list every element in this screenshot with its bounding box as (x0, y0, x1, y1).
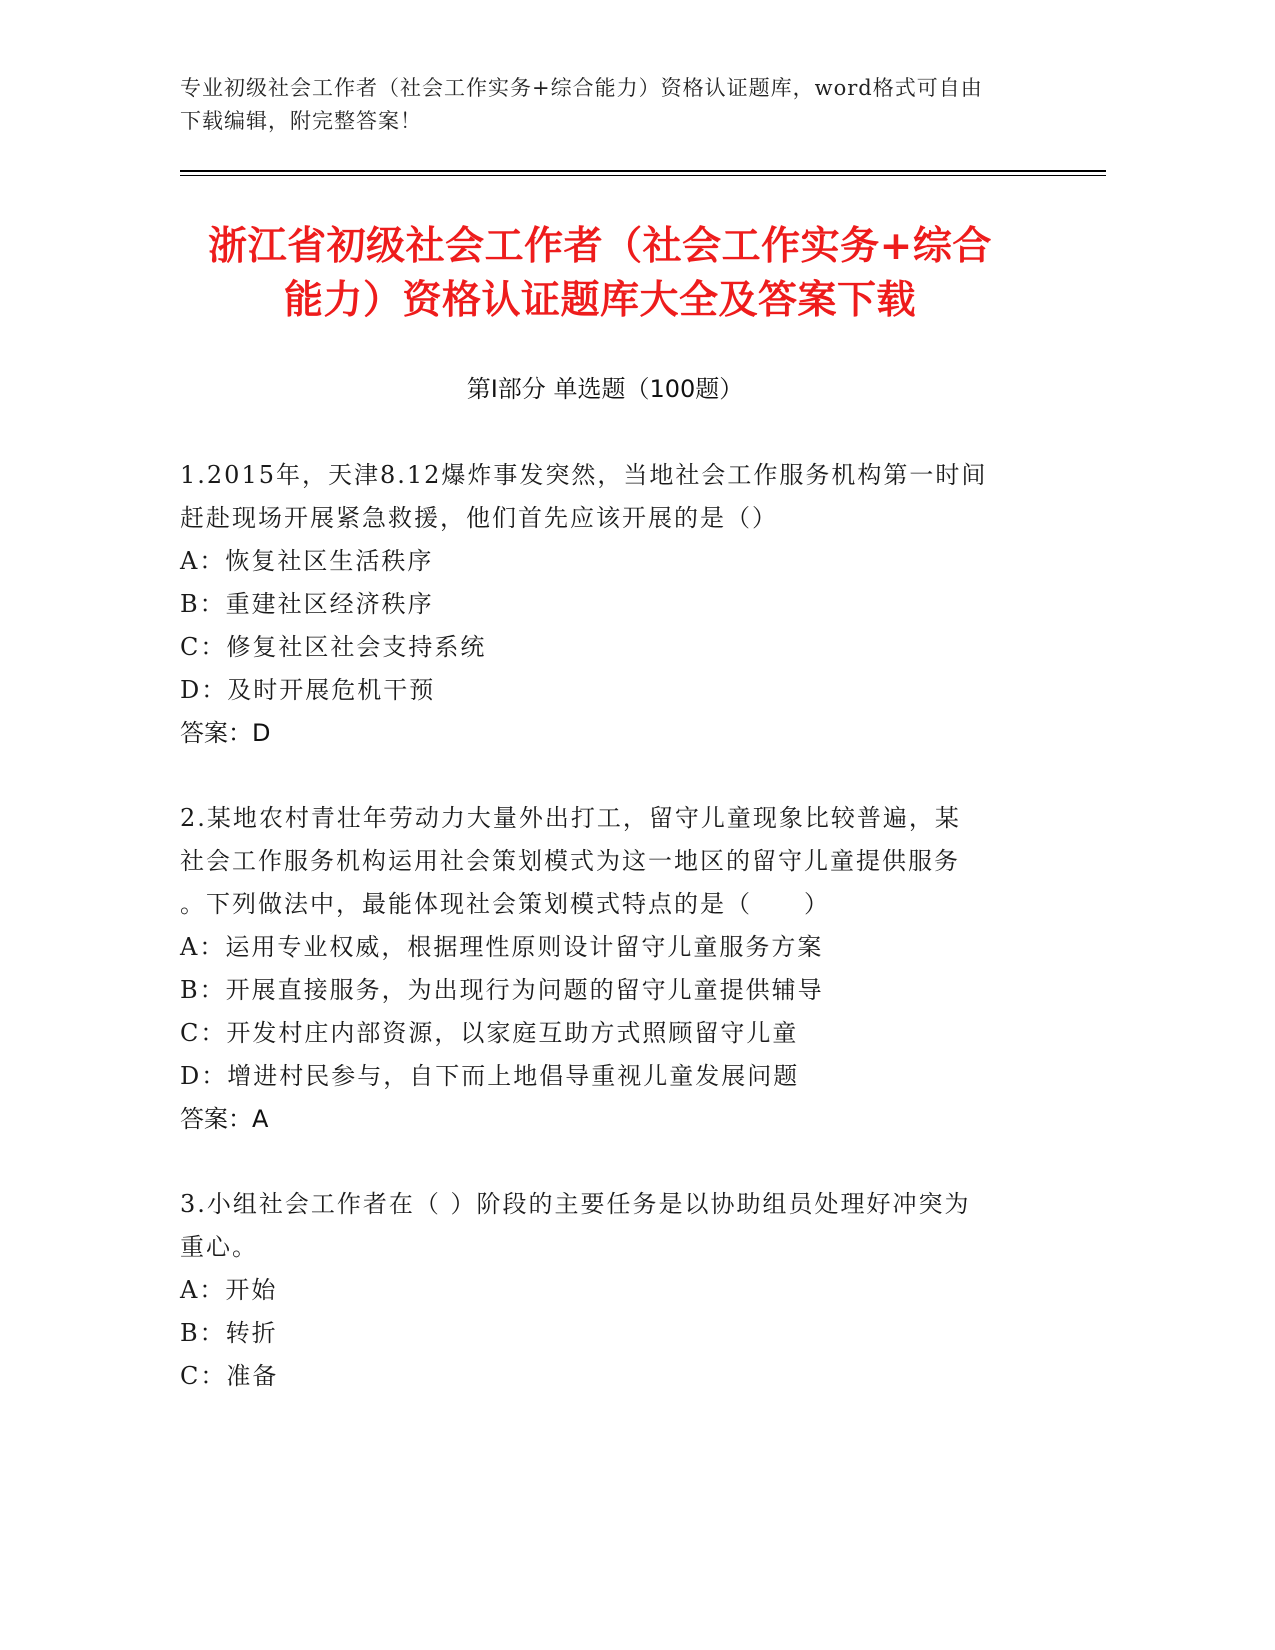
question-stem-line: 重心。 (180, 1233, 258, 1261)
option-a: A：运用专业权威，根据理性原则设计留守儿童服务方案 (180, 933, 824, 961)
header-note-line-2: 下载编辑，附完整答案！ (180, 109, 422, 133)
document-title-line-1: 浙江省初级社会工作者（社会工作实务+综合 (208, 224, 992, 269)
option-c: C：修复社区社会支持系统 (180, 633, 487, 661)
option-d: D：及时开展危机干预 (180, 676, 436, 704)
header-note (180, 72, 1080, 138)
question-stem-line: 1.2015年，天津8.12爆炸事发突然，当地社会工作服务机构第一时间 (180, 461, 988, 489)
question-stem-line: 3.小组社会工作者在（ ）阶段的主要任务是以协助组员处理好冲突为 (180, 1190, 971, 1218)
document-title-line-2: 能力）资格认证题库大全及答案下载 (283, 278, 916, 323)
question-3 (180, 1183, 1040, 1398)
answer: 答案：D (180, 719, 271, 747)
option-c: C：准备 (180, 1362, 279, 1390)
option-a: A：开始 (180, 1276, 278, 1304)
question-stem-line: 2.某地农村青壮年劳动力大量外出打工，留守儿童现象比较普遍，某 (180, 804, 961, 832)
header-divider-top (180, 170, 1106, 172)
header-divider-bottom (180, 175, 1106, 176)
section-title: 第Ⅰ部分 单选题（100题） (466, 375, 744, 403)
answer: 答案：A (180, 1105, 269, 1133)
question-2 (180, 797, 1040, 1141)
option-b: B：转折 (180, 1319, 278, 1347)
header-note-line-1: 专业初级社会工作者（社会工作实务+综合能力）资格认证题库，word格式可自由 (180, 76, 983, 100)
option-d: D：增进村民参与，自下而上地倡导重视儿童发展问题 (180, 1062, 800, 1090)
option-c: C：开发村庄内部资源，以家庭互助方式照顾留守儿童 (180, 1019, 799, 1047)
option-a: A：恢复社区生活秩序 (180, 547, 434, 575)
question-stem-line: 赶赴现场开展紧急救援，他们首先应该开展的是（） (180, 504, 778, 532)
question-list (180, 454, 1040, 1440)
question-stem-line: 社会工作服务机构运用社会策划模式为这一地区的留守儿童提供服务 (180, 847, 960, 875)
option-b: B：开展直接服务，为出现行为问题的留守儿童提供辅导 (180, 976, 824, 1004)
document-title (160, 220, 1040, 328)
option-b: B：重建社区经济秩序 (180, 590, 434, 618)
question-stem-line: 。下列做法中，最能体现社会策划模式特点的是（ ） (180, 890, 830, 918)
question-1 (180, 454, 1040, 755)
